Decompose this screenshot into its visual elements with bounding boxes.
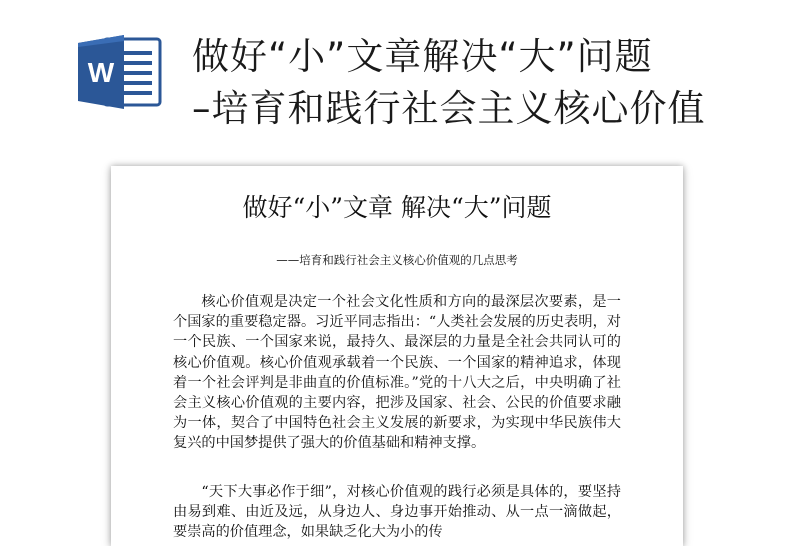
header-title-line-1: 做好“小”文章解决“大”问题	[192, 35, 653, 78]
document-title: 做好“小”文章 解决“大”问题	[242, 193, 552, 222]
word-document-icon	[74, 33, 164, 111]
word-icon-letter: W	[87, 57, 115, 88]
page-header	[0, 0, 800, 150]
header-title-line-2: –培育和践行社会主义核心价值	[192, 87, 706, 130]
document-subtitle: ——培育和践行社会主义核心价值观的几点思考	[276, 253, 518, 267]
document-page	[111, 166, 683, 546]
document-paragraph-2: “天下大事必作于细”，对核心价值观的践行必须是具体的，要坚持由易到难、由近及远，从身边人、身边事开始推动、从一点一滴做起，要崇高的价值理念，如果缺乏化大为小的传	[173, 484, 621, 541]
document-paragraph-1: 核心价值观是决定一个社会文化性质和方向的最深层次要素，是一个国家的重要稳定器。习近平同志指出：“人类社会发展的历史表明，对一个民族、一个国家来说，最持久、最深层的力量是全社会共同认可的核心价值观。核心价值观承载着一个民族、一个国家的精神追求，体现着一个社会评判是非曲直的价值标准。”党的十八大之后，中央明确了社会主义核心价值观的主要内容，把涉及国家、社会、公民的价值要求融为一体，契合了中国特色社会主义发展的新要求，为实现中华民族伟大复兴的中国梦提供了强大的价值基础和精神支撑。	[173, 294, 621, 452]
